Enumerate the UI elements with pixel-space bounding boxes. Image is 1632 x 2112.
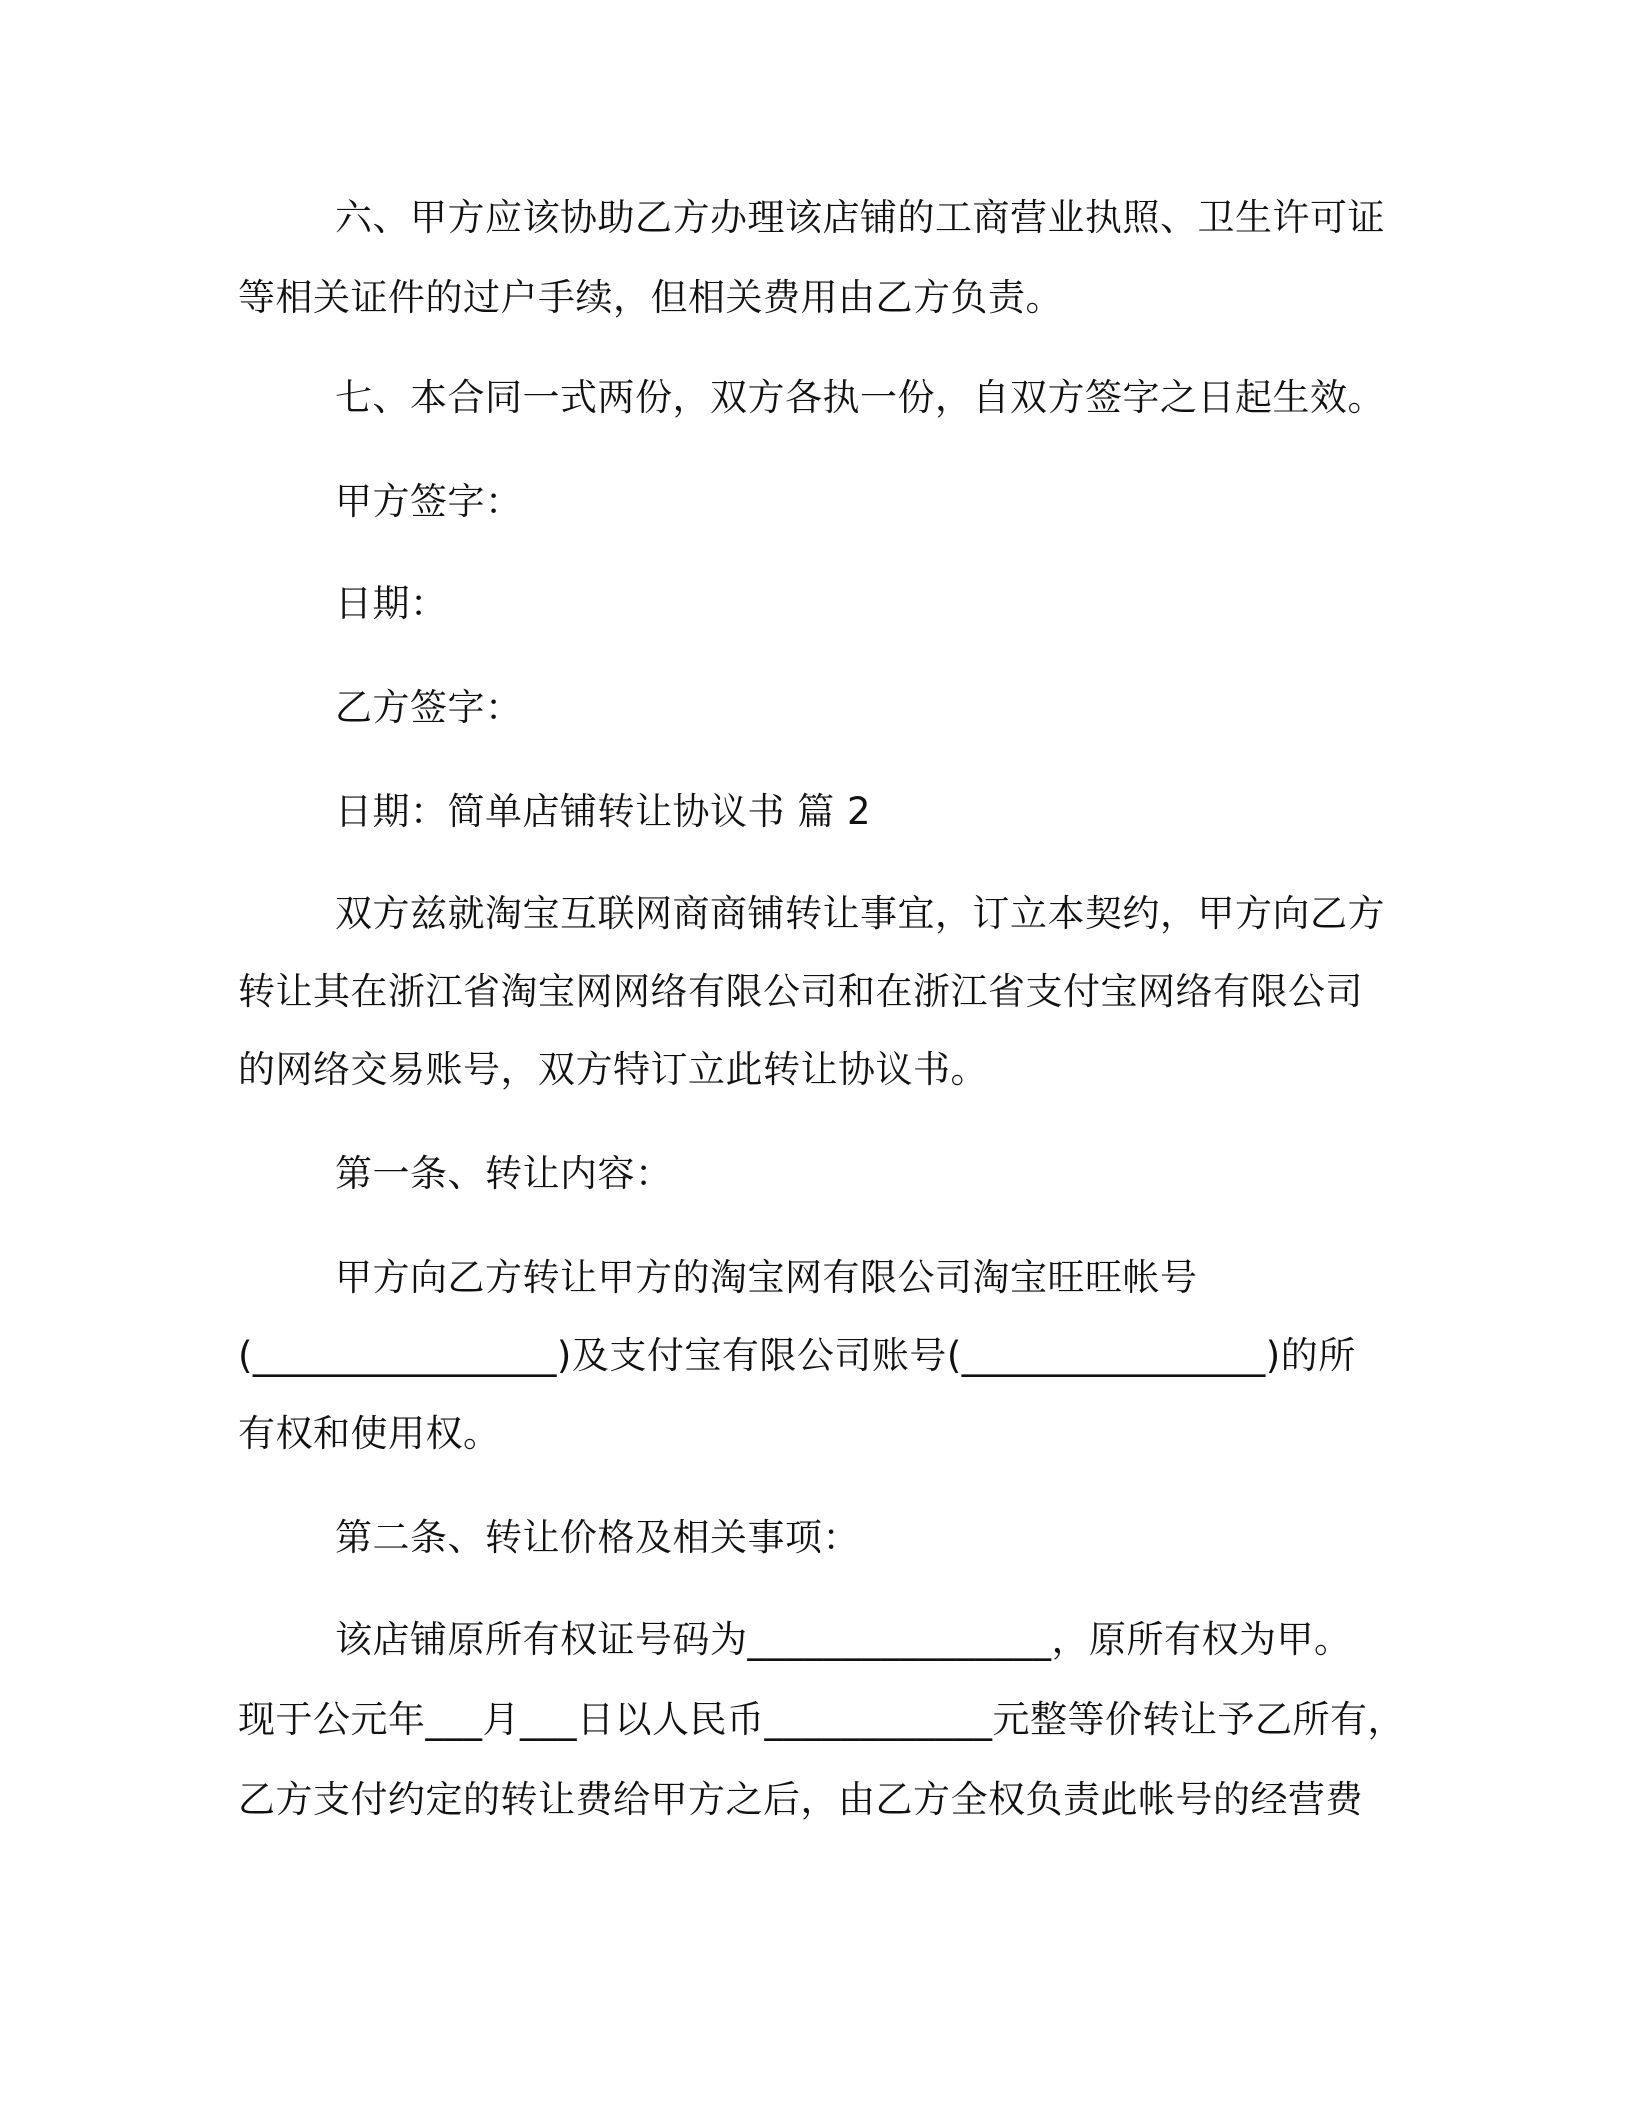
paragraph-6-line-1: 六、甲方应该协助乙方办理该店铺的工商营业执照、卫生许可证 bbox=[335, 196, 1385, 239]
date-and-section-title: 日期：简单店铺转让协议书 篇 2 bbox=[335, 790, 872, 833]
paragraph-7: 七、本合同一式两份，双方各执一份，自双方签字之日起生效。 bbox=[335, 376, 1385, 419]
paragraph-6-line-2: 等相关证件的过户手续，但相关费用由乙方负责。 bbox=[238, 276, 1063, 319]
article-1-line-1: 甲方向乙方转让甲方的淘宝网有限公司淘宝旺旺帐号 bbox=[335, 1256, 1198, 1299]
article-1-heading: 第一条、转让内容： bbox=[335, 1152, 673, 1195]
article-1-line-2: (________________)及支付宝有限公司账号(________________)的所 bbox=[238, 1334, 1356, 1377]
article-2-line-2: 现于公元年___月___日以人民币____________元整等价转让予乙所有， bbox=[238, 1698, 1405, 1741]
party-a-signature-label: 甲方签字： bbox=[335, 480, 523, 523]
party-b-signature-label: 乙方签字： bbox=[335, 686, 523, 729]
intro-line-3: 的网络交易账号，双方特订立此转让协议书。 bbox=[238, 1048, 988, 1091]
party-a-date-label: 日期： bbox=[335, 582, 448, 625]
article-2-line-3: 乙方支付约定的转让费给甲方之后，由乙方全权负责此帐号的经营费 bbox=[238, 1778, 1363, 1821]
article-2-heading: 第二条、转让价格及相关事项： bbox=[335, 1516, 860, 1559]
article-2-line-1: 该店铺原所有权证号码为________________，原所有权为甲。 bbox=[335, 1618, 1352, 1661]
intro-line-2: 转让其在浙江省淘宝网网络有限公司和在浙江省支付宝网络有限公司 bbox=[238, 970, 1363, 1013]
intro-line-1: 双方兹就淘宝互联网商商铺转让事宜，订立本契约，甲方向乙方 bbox=[335, 892, 1385, 935]
article-1-line-3: 有权和使用权。 bbox=[238, 1412, 501, 1455]
